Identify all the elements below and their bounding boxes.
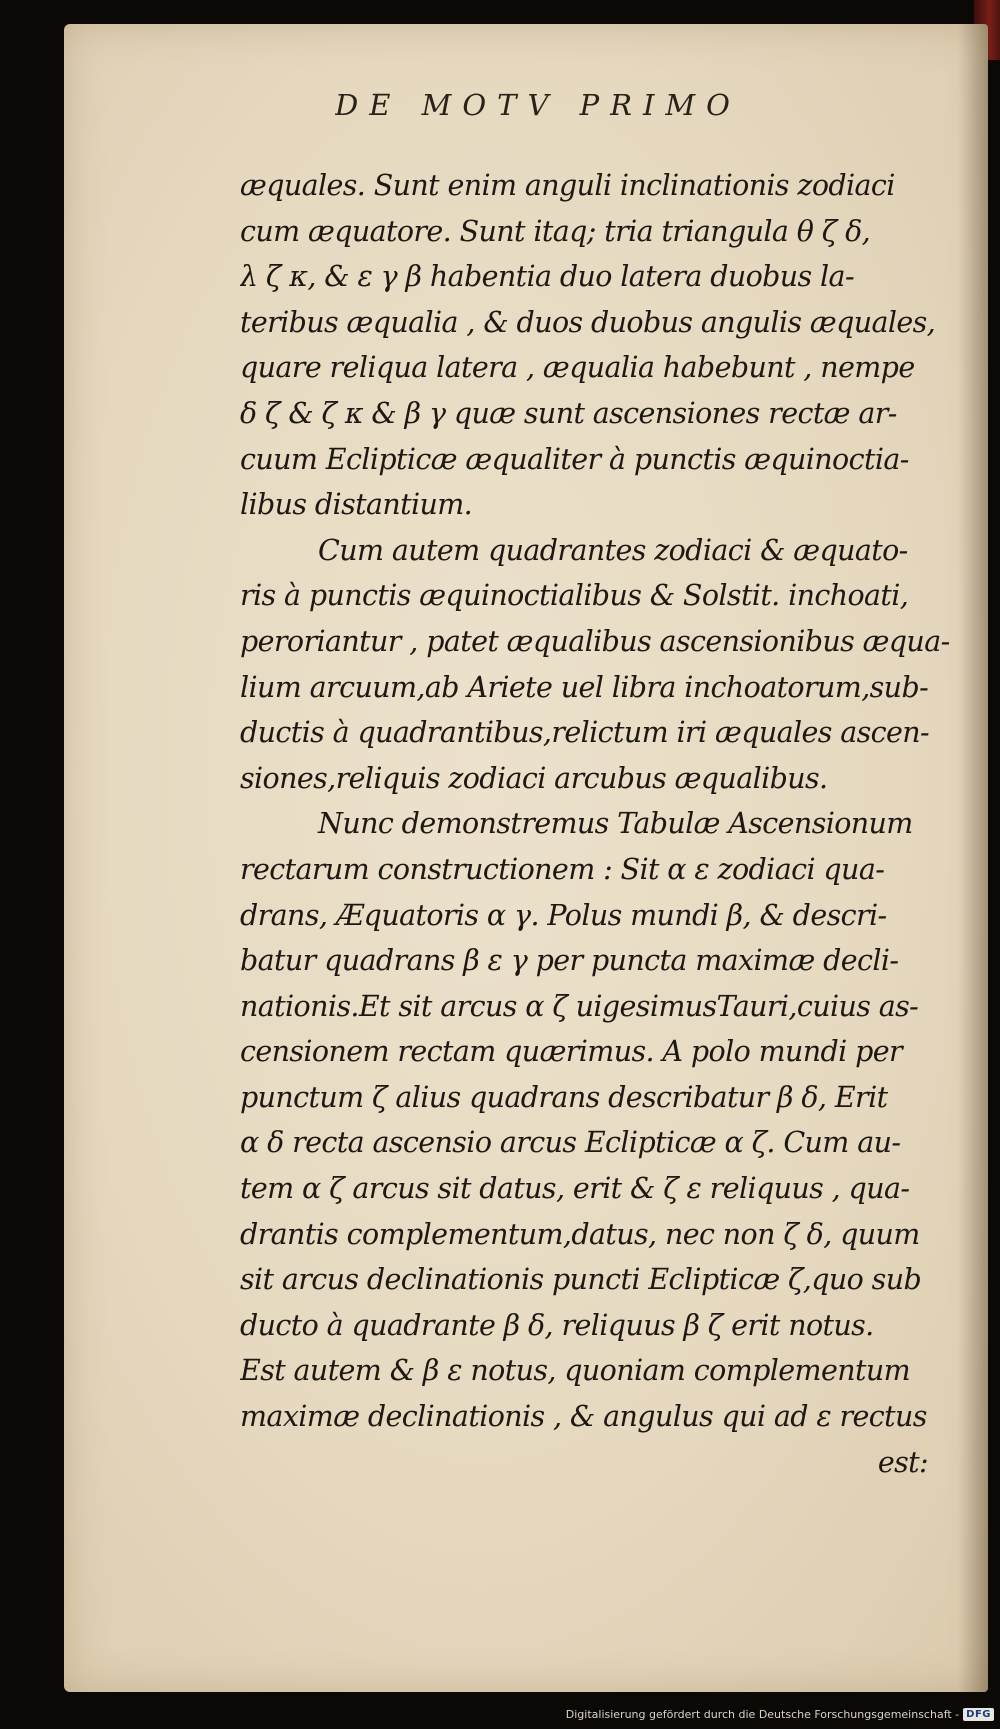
text-line: λ ζ κ, & ε γ β habentia duo latera duobus la- [240,260,854,294]
text-line: æquales. Sunt enim anguli inclinationis zodiaci [240,169,895,202]
text-line: lium arcuum,ab Ariete uel libra inchoatorum,sub- [240,670,929,704]
text-line: teribus æqualia , & duos duobus angulis æquales, [240,305,936,339]
text-line: censionem rectam quærimus. A polo mundi per [240,1035,903,1069]
text-line: drans, Æquatoris α γ. Polus mundi β, & descri- [240,898,887,932]
text-line: peroriantur , patet æqualibus ascensionibus æqua- [240,624,950,658]
text-line: quare reliqua latera , æqualia habebunt , nempe [240,351,915,385]
text-line: batur quadrans β ε γ per puncta maximæ decli- [240,944,899,978]
text-line: α δ recta ascensio arcus Eclipticæ α ζ. Cum au- [240,1126,901,1160]
text-line: drantis complementum,datus, nec non ζ δ, quum [240,1217,920,1251]
text-line: siones,reliquis zodiaci arcubus æqualibus. [240,761,828,795]
text-line: punctum ζ alius quadrans describatur β δ, Erit [240,1080,888,1114]
page-gutter-shade [958,24,988,1692]
text-line-indented: Nunc demonstremus Tabulæ Ascensionum [318,807,913,841]
text-line: sit arcus declinationis puncti Eclipticæ ζ,quo sub [240,1263,922,1297]
body-text [240,163,950,1485]
text-line: ductis à quadrantibus,relictum iri æquales ascen- [240,716,930,750]
footer-credit-text: Digitalisierung gefördert durch die Deutsche Forschungsgemeinschaft - [565,1707,960,1721]
text-line-indented: Cum autem quadrantes zodiaci & æquato- [318,533,908,567]
text-line: cum æquatore. Sunt itaq; tria triangula θ ζ δ, [240,214,871,248]
digitization-footer [566,1705,994,1723]
text-line: δ ζ & ζ κ & β γ quæ sunt ascensiones rectæ ar- [240,396,897,430]
text-line: cuum Eclipticæ æqualiter à punctis æquinoctia- [240,442,909,476]
running-head: DE MOTV PRIMO [335,88,741,122]
catchword: est: [877,1445,928,1479]
text-line: tem α ζ arcus sit datus, erit & ζ ε reliquus , qua- [240,1172,910,1206]
text-line: nationis.Et sit arcus α ζ uigesimusTauri,cuius as- [240,989,919,1023]
text-line: maximæ declinationis , & angulus qui ad ε rectus [240,1400,927,1434]
text-line: ducto à quadrante β δ, reliquus β ζ erit notus. [240,1308,874,1342]
text-line: rectarum constructionem : Sit α ε zodiaci qua- [240,852,885,886]
text-line: ris à punctis æquinoctialibus & Solstit. inchoati, [240,579,909,613]
dfg-logo: DFG [963,1708,994,1721]
text-line: Est autem & β ε notus, quoniam complementum [240,1354,911,1388]
text-line: libus distantium. [240,488,473,522]
